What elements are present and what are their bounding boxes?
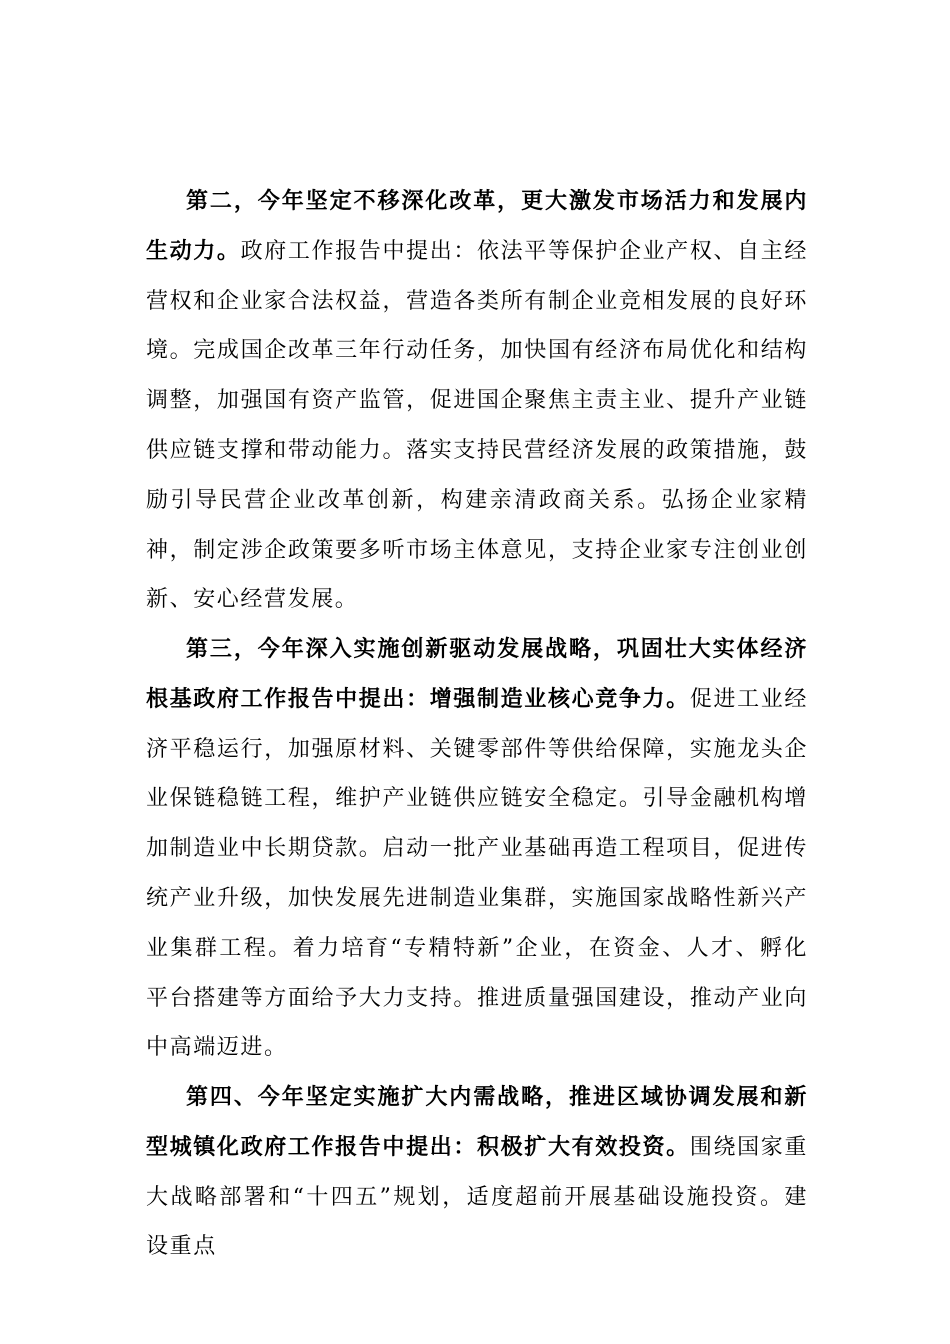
paragraph-body: 围绕国家重大战略部署和“十四五”规划，适度超前开展基础设施投资。建设重点 [146,1134,808,1260]
paragraph-body: 促进工业经济平稳运行，加强原材料、关键零部件等供给保障，实施龙头企业保链稳链工程，维护产业链供应链安全稳定。引导金融机构增加制造业中长期贷款。启动一批产业基础再造工程项目，促进传统产业升级，加快发展先进制造业集群，实施国家战略性新兴产业集群工程。着力培育“专精特新”企业，在资金、人才、孵化平台搭建等方面给予大力支持。推进质量强国建设，推动产业向中高端迈进。 [146,686,808,1061]
paragraph-heading: 第三，今年深入实施创新驱动发展战略，巩固壮大实体经济根基政府工作报告中提出：增强制造业核心竞争力。 [146,636,808,712]
paragraph-domestic-demand [146,1073,808,1272]
paragraph-heading: 第二，今年坚定不移深化改革，更大激发市场活力和发展内生动力。 [146,188,808,264]
paragraph-heading: 第四、今年坚定实施扩大内需战略，推进区域协调发展和新型城镇化政府工作报告中提出：积极扩大有效投资。 [146,1084,808,1160]
paragraph-reform [146,177,808,625]
paragraph-body: 政府工作报告中提出：依法平等保护企业产权、自主经营权和企业家合法权益，营造各类所有制企业竞相发展的良好环境。完成国企改革三年行动任务，加快国有经济布局优化和结构调整，加强国有资产监管，促进国企聚焦主责主业、提升产业链供应链支撑和带动能力。落实支持民营经济发展的政策措施，鼓励引导民营企业改革创新，构建亲清政商关系。弘扬企业家精神，制定涉企政策要多听市场主体意见，支持企业家专注创业创新、安心经营发展。 [146,238,808,613]
paragraph-innovation [146,625,808,1073]
